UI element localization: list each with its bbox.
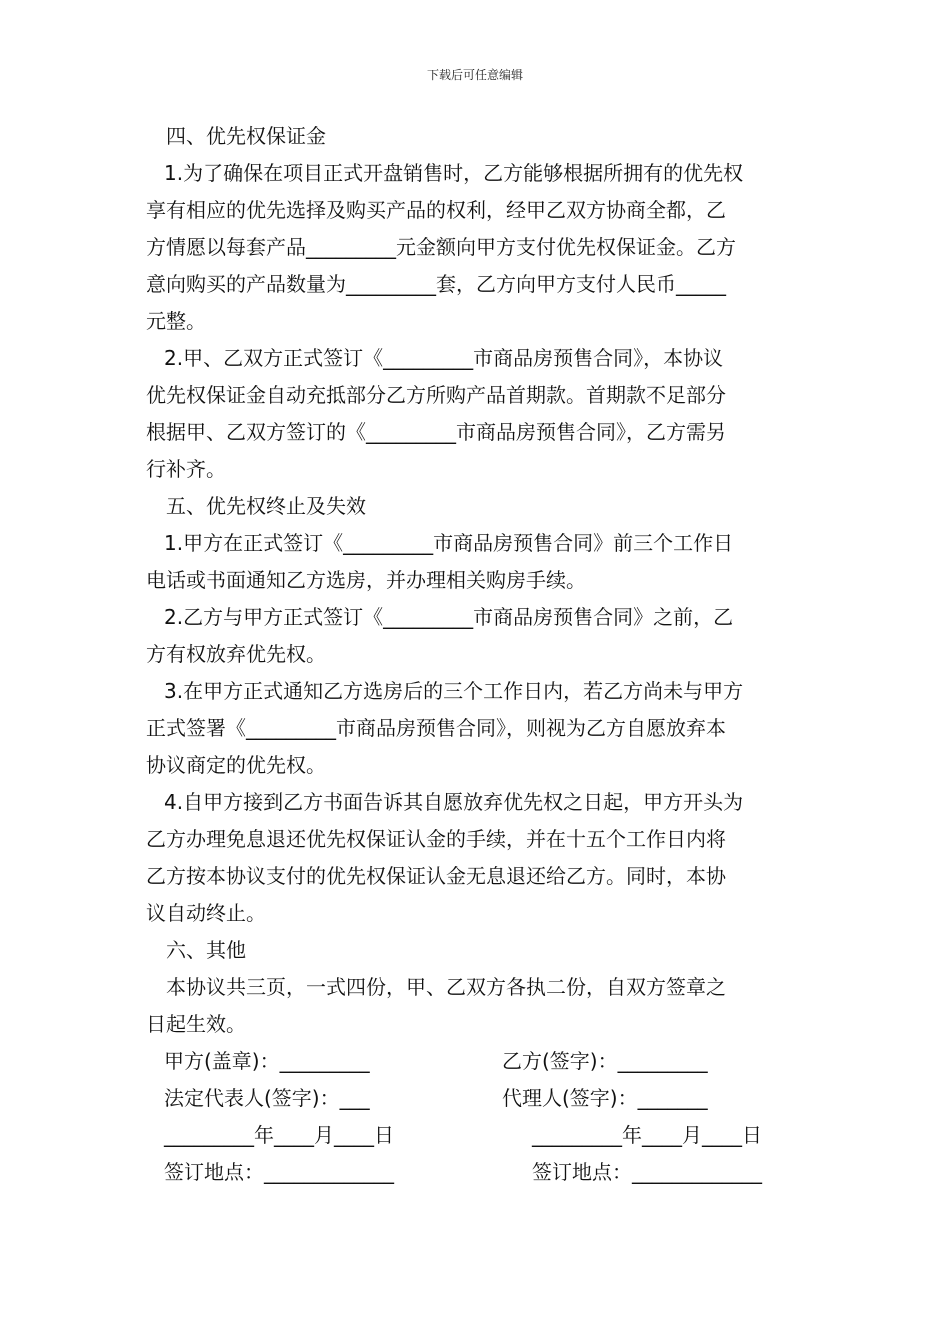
paragraph-line: 3.在甲方正式通知乙方选房后的三个工作日内，若乙方尚未与甲方 <box>164 679 744 703</box>
paragraph-line: 日起生效。 <box>146 1012 246 1036</box>
paragraph-line: 方有权放弃优先权。 <box>146 642 326 666</box>
paragraph-line: 方情愿以每套产品_________元金额向甲方支付优先权保证金。乙方 <box>146 235 736 259</box>
section-4-title: 四、优先权保证金 <box>166 124 326 148</box>
party-a-date-field: _________年____月____日 <box>164 1123 394 1147</box>
party-b-sign-field: 乙方(签字)：_________ <box>502 1049 708 1073</box>
signature-row-party <box>146 1043 808 1080</box>
section-6-paragraph-1 <box>146 969 808 1043</box>
section-5-paragraph-1 <box>146 525 808 599</box>
paragraph-line: 4.自甲方接到乙方书面告诉其自愿放弃优先权之日起，甲方开头为 <box>164 790 744 814</box>
section-5-paragraph-4 <box>146 784 808 932</box>
paragraph-line: 根据甲、乙双方签订的《_________市商品房预售合同》，乙方需另 <box>146 420 726 444</box>
section-4-paragraph-1 <box>146 155 808 340</box>
paragraph-line: 1.甲方在正式签订《_________市商品房预售合同》前三个工作日 <box>164 531 734 555</box>
section-4-paragraph-2 <box>146 340 808 488</box>
paragraph-line: 意向购买的产品数量为_________套，乙方向甲方支付人民币_____ <box>146 272 726 296</box>
party-a-place-field: 签订地点：_____________ <box>164 1160 394 1184</box>
paragraph-line: 2.甲、乙双方正式签订《_________市商品房预售合同》，本协议 <box>164 346 724 370</box>
section-5-paragraph-2 <box>146 599 808 673</box>
paragraph-line: 2.乙方与甲方正式签订《_________市商品房预售合同》之前，乙 <box>164 605 734 629</box>
paragraph-line: 正式签署《_________市商品房预售合同》，则视为乙方自愿放弃本 <box>146 716 726 740</box>
paragraph-line: 优先权保证金自动充抵部分乙方所购产品首期款。首期款不足部分 <box>146 383 726 407</box>
paragraph-line: 协议商定的优先权。 <box>146 753 326 777</box>
paragraph-line: 电话或书面通知乙方选房，并办理相关购房手续。 <box>146 568 586 592</box>
signature-row-date <box>146 1117 808 1154</box>
section-5-title: 五、优先权终止及失效 <box>166 494 366 518</box>
paragraph-line: 行补齐。 <box>146 457 226 481</box>
party-b-date-field: _________年____月____日 <box>532 1123 762 1147</box>
legal-representative-field: 法定代表人(签字)：___ <box>164 1086 370 1110</box>
signature-row-representative <box>146 1080 808 1117</box>
paragraph-line: 元整。 <box>146 309 206 333</box>
page-header-note: 下载后可任意编辑 <box>426 68 523 82</box>
party-a-seal-field: 甲方(盖章)：_________ <box>164 1049 370 1073</box>
signature-row-place <box>146 1154 808 1191</box>
paragraph-line: 乙方办理免息退还优先权保证认金的手续，并在十五个工作日内将 <box>146 827 726 851</box>
paragraph-line: 1.为了确保在项目正式开盘销售时，乙方能够根据所拥有的优先权 <box>164 161 744 185</box>
section-5-paragraph-3 <box>146 673 808 784</box>
section-6-title: 六、其他 <box>166 938 246 962</box>
paragraph-line: 议自动终止。 <box>146 901 266 925</box>
document-body <box>146 118 808 1191</box>
paragraph-line: 乙方按本协议支付的优先权保证认金无息退还给乙方。同时，本协 <box>146 864 726 888</box>
paragraph-line: 本协议共三页，一式四份，甲、乙双方各执二份，自双方签章之 <box>166 975 726 999</box>
agent-sign-field: 代理人(签字)：_______ <box>502 1086 708 1110</box>
party-b-place-field: 签订地点：_____________ <box>532 1160 762 1184</box>
paragraph-line: 享有相应的优先选择及购买产品的权利，经甲乙双方协商全都，乙 <box>146 198 726 222</box>
